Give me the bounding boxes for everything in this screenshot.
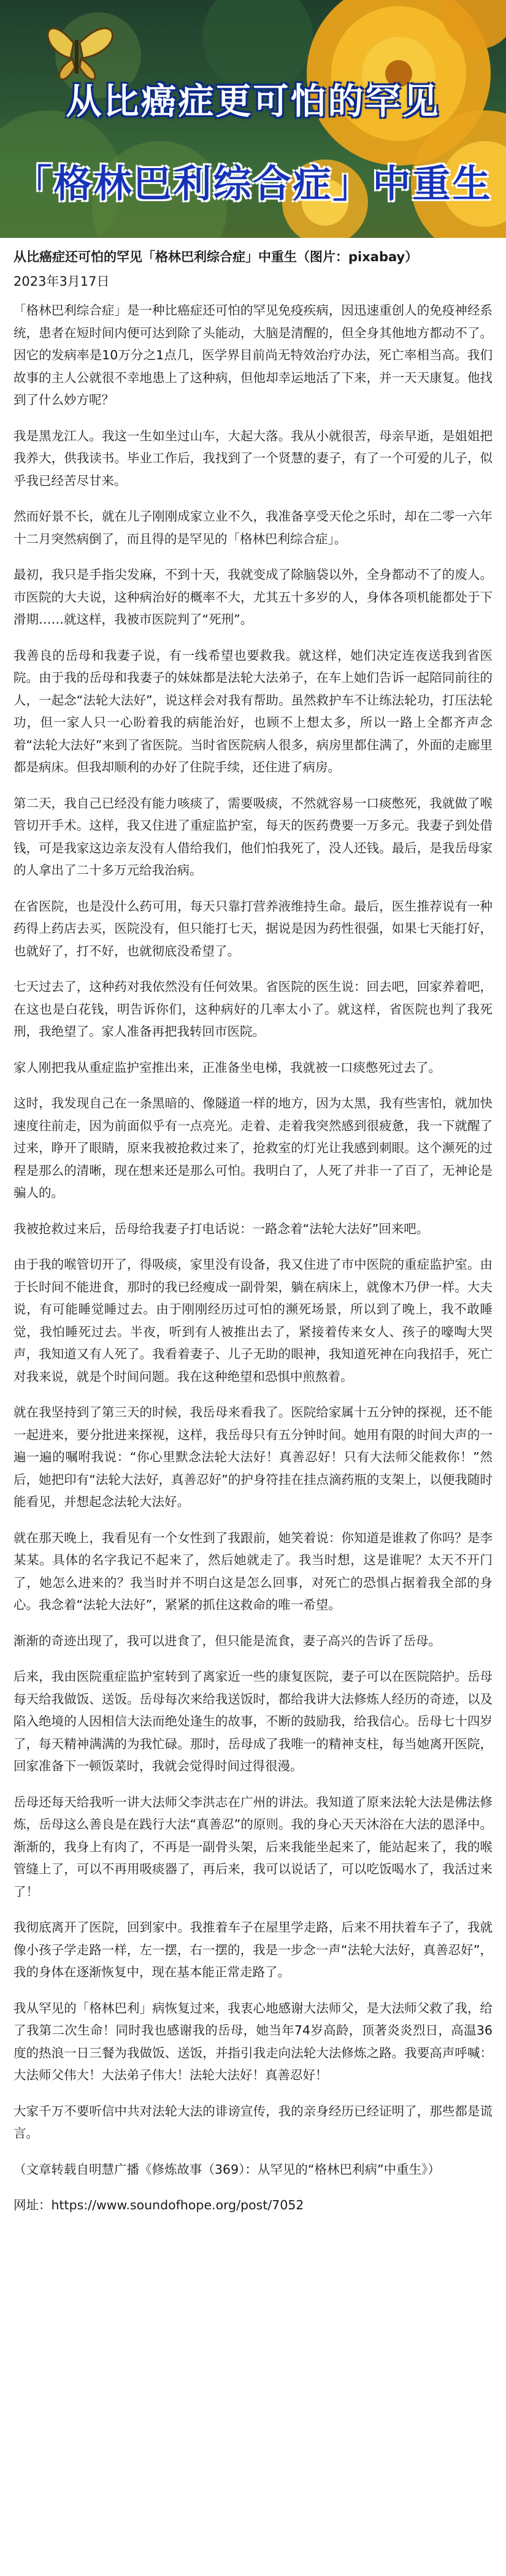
article-paragraph: 岳母还每天给我听一讲大法师父李洪志在广州的讲法。我知道了原来法轮大法是佛法修炼，岳母这么善良是在践行大法“真善忍”的原则。我的身心天天沐浴在大法的恩泽中。渐渐的，我身上有肉了，不再是一副骨头架，后来我能坐起来了，能站起来了，我的喉管缝上了，可以不再用吸痰器了，再后来，我可以说话了，可以吃饭喝水了，我活过来了！ — [13, 1794, 493, 1899]
article-paragraph: 我被抢救过来后，岳母给我妻子打电话说：一路念着“法轮大法好”回来吧。 — [13, 1221, 429, 1236]
article-paragraph: 我彻底离开了医院，回到家中。我推着车子在屋里学走路，后来不用扶着车子了，我就像小孩子学走路一样，左一摆，右一摆的，我是一步念一声“法轮大法好，真善忍好”，我的身体在逐渐恢复中，现在基本能正常走路了。 — [13, 1920, 493, 1979]
article-paragraph: 在省医院，也是没什么药可用，每天只靠打营养液维持生命。最后，医生推荐说有一种药得上药店去买，医院没有，但只能打七天，据说是因为药性很强，如果七天能打好，也就好了，打不好，也就彻底没希望了。 — [13, 898, 493, 958]
image-caption: 从比癌症还可怕的罕见「格林巴利综合症」中重生（图片：pixabay） — [13, 250, 418, 264]
article-paragraph: 「格林巴利综合症」是一种比癌症还可怕的罕见免疫疾病，因迅速重创人的免疫神经系统，患者在短时间内便可达到除了头能动，大脑是清醒的，但全身其他地方都动不了。因它的发病率是10万分之1点几，医学界目前尚无特效治疗办法，死亡率相当高。我们故事的主人公就很不幸地患上了这种病，但他却幸运地活了下来，并一天天康复。他找到了什么妙方呢？ — [13, 303, 493, 407]
article-paragraph: 七天过去了，这种药对我依然没有任何效果。省医院的医生说：回去吧，回家养着吧，在这也是白花钱，明告诉你们，这种病好的几率太小了。就这样，省医院也判了我死刑，我绝望了。家人准备再把我转回市医院。 — [13, 979, 493, 1039]
article-paragraph: 后来，我由医院重症监护室转到了离家近一些的康复医院，妻子可以在医院陪护。岳母每天给我做饭、送饭。岳母每次来给我送饭时，都给我讲大法修炼人经历的奇迹，以及陷入绝境的人因相信大法而绝处逢生的故事，不断的鼓励我，给我信心。岳母七十四岁了，每天精神满满的为我忙碌。那时，岳母成了我唯一的精神支柱，每当她离开医院，回家准备下一顿饭菜时，我就会觉得时间过得很漫。 — [13, 1669, 493, 1773]
article-paragraph: 我善良的岳母和我妻子说，有一线希望也要救我。就这样，她们决定连夜送我到省医院。由于我的岳母和我妻子的妹妹都是法轮大法弟子，在车上她们告诉一起陪同前往的人，一起念“法轮大法好”，说这样会对我有帮助。虽然救护车不让练法轮功，打压法轮功，但一家人只一心盼着我的病能治好，也顾不上想太多，所以一路上全都齐声念着“法轮大法好”来到了省医院。当时省医院病人很多，病房里都住满了，外面的走廊里都是病床。但我却顺利的办好了住院手续，还住进了病房。 — [13, 648, 493, 774]
hero-banner — [0, 0, 506, 238]
article-paragraph: 这时，我发现自己在一条黑暗的、像隧道一样的地方，因为太黑，我有些害怕，就加快速度往前走，因为前面似乎有一点亮光。走着、走着我突然感到很疲惫，我一下就醒了过来，睁开了眼睛，原来我被抢救过来了，抢救室的灯光让我感到刺眼。这个濒死的过程是那么的清晰，现在想来还是那么可怕。我明白了，人死了并非一了百了，无神论是骗人的。 — [13, 1096, 493, 1200]
url-label: 网址： — [13, 2197, 52, 2212]
hero-title-line-1: 从比癌症更可怕的罕见 — [66, 80, 440, 122]
article-paragraph: 由于我的喉管切开了，得吸痰，家里没有设备，我又住进了市中医院的重症监护室。由于长时间不能进食，那时的我已经瘦成一副骨架，躺在病床上，就像木乃伊一样。大夫说，有可能睡觉睡过去。由于刚刚经历过可怕的濒死场景，所以到了晚上，我不敢睡觉，我怕睡死过去。半夜，听到有人被推出去了，紧接着传来女人、孩子的嚎啕大哭声，我知道又有人死了。我看着妻子、儿子无助的眼神，我知道死神在向我招手，死亡对我来说，就是个时间问题。我在这种绝望和恐惧中煎熬着。 — [13, 1257, 493, 1384]
hero-title-line-2: 「格林巴利综合症」中重生 — [13, 161, 493, 206]
article-paragraph: 第二天，我自己已经没有能力咳痰了，需要吸痰，不然就容易一口痰憋死，我就做了喉管切开手术。这样，我又住进了重症监护室，每天的医药费要一万多元。我妻子到处借钱，可是我家这边亲友没有人借给我们，他们怕我死了，没人还钱。最后，是我岳母家的人拿出了二十多万元给我治病。 — [13, 795, 493, 877]
source-link[interactable]: https://www.soundofhope.org/post/7052 — [51, 2197, 304, 2212]
article-source: （文章转载自明慧广播《修炼故事（369）：从罕见的“格林巴利病”中重生》） — [13, 2161, 440, 2177]
publish-date: 2023年3月17日 — [13, 274, 110, 289]
article-body — [0, 238, 506, 2231]
url-line — [13, 2194, 493, 2216]
article-paragraph: 最初，我只是手指尖发麻，不到十天，我就变成了除脑袋以外，全身都动不了的废人。市医院的大夫说，这种病治好的概率不大，尤其五十多岁的人，身体各项机能都处于下滑期……就这样，我被市医院判了“死刑”。 — [13, 567, 493, 627]
article-paragraph: 就在我坚持到了第三天的时候，我岳母来看我了。医院给家属十五分钟的探视，还不能一起进来，要分批进来探视，这样，我岳母只有五分钟时间。她用有限的时间大声的一遍一遍的嘱咐我说：“你心里默念法轮大法好！真善忍好！只有大法师父能救你！”然后，她把印有“法轮大法好，真善忍好”的护身符挂在挂点滴药瓶的支架上，以便我随时能看见，并想起念法轮大法好。 — [13, 1405, 493, 1509]
article-paragraph: 大家千万不要听信中共对法轮大法的诽谤宣传，我的亲身经历已经证明了，那些都是谎言。 — [13, 2103, 493, 2141]
article-paragraph: 我是黑龙江人。我这一生如坐过山车，大起大落。我从小就很苦，母亲早逝，是姐姐把我养大，供我读书。毕业工作后，我找到了一个贤慧的妻子，有了一个可爱的儿子，似乎我已经苦尽甘来。 — [13, 428, 493, 488]
article-paragraph: 然而好景不长，就在儿子刚刚成家立业不久，我准备享受天伦之乐时，却在二零一六年十二月突然病倒了，而且得的是罕见的「格林巴利综合症」。 — [13, 509, 493, 546]
article-paragraph: 渐渐的奇迹出现了，我可以进食了，但只能是流食，妻子高兴的告诉了岳母。 — [13, 1633, 441, 1648]
article-paragraph: 就在那天晚上，我看见有一个女性到了我跟前，她笑着说：你知道是谁救了你吗？是李某某。具体的名字我记不起来了，然后她就走了。我当时想，这是谁呢？太天不开门了，她怎么进来的？我当时并不明白这是怎么回事，对死亡的恐惧占据着我全部的身心。我念着“法轮大法好”，紧紧的抓住这救命的唯一希望。 — [13, 1530, 493, 1612]
article-paragraph: 我从罕见的「格林巴利」病恢复过来，我衷心地感谢大法师父，是大法师父救了我，给了我第二次生命！同时我也感谢我的岳母，她当年74岁高龄，顶著炎炎烈日，高温36度的热浪一日三餐为我做饭、送饭，并指引我走向法轮大法修炼之路。我要高声呼喊：大法师父伟大！大法弟子伟大！法轮大法好！真善忍好！ — [13, 2000, 493, 2082]
article-paragraph: 家人刚把我从重症监护室推出来，正准备坐电梯，我就被一口痰憋死过去了。 — [13, 1060, 441, 1075]
